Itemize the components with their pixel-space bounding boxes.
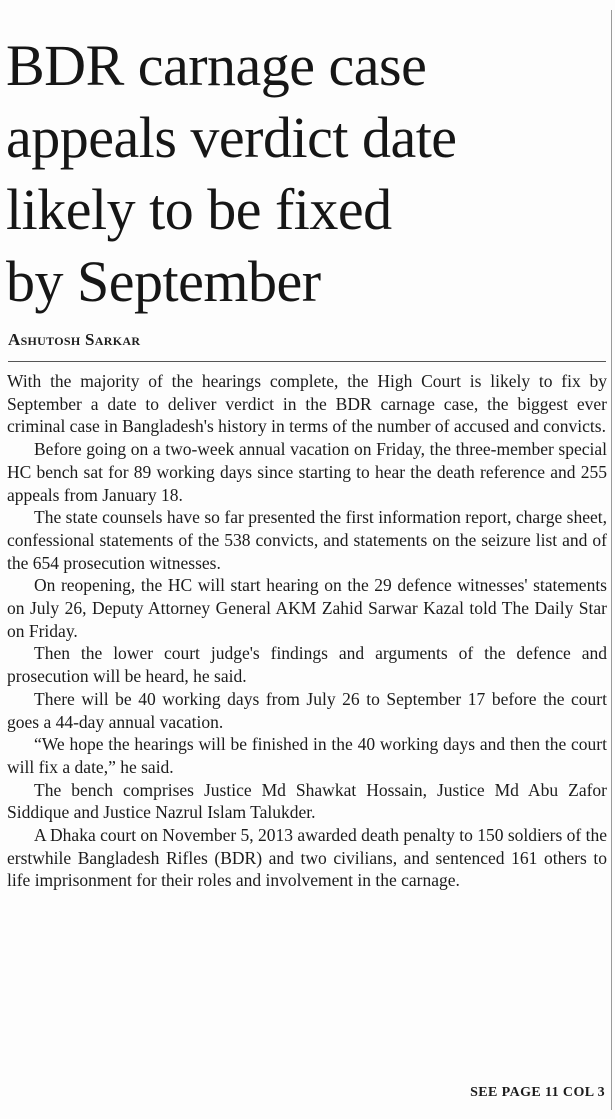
article-body bbox=[7, 370, 607, 892]
paragraph: “We hope the hearings will be finished in the 40 working days and then the court will fix a date,” he said. bbox=[7, 734, 607, 777]
paragraph: Before going on a two-week annual vacation on Friday, the three-member special HC bench sat for 89 working days since starting to hear the death reference and 255 appeals from January 18. bbox=[7, 439, 607, 505]
paragraph: A Dhaka court on November 5, 2013 awarded death penalty to 150 soldiers of the erstwhile Bangladesh Rifles (BDR) and two civilians, and sentenced 161 others to life imprisonment for their roles and involvement in the carnage. bbox=[7, 825, 607, 891]
headline bbox=[6, 30, 606, 318]
column-rule bbox=[611, 10, 612, 1110]
paragraph: On reopening, the HC will start hearing on the 29 defence witnesses' statements on July 26, Deputy Attorney General AKM Zahid Sarwar Kazal told The Daily Star on Friday. bbox=[7, 575, 607, 641]
paragraph: The state counsels have so far presented the first information report, charge sheet, confessional statements of the 538 convicts, and statements on the seizure list and of the 654 prosecution witnesses. bbox=[7, 507, 607, 573]
paragraph: The bench comprises Justice Md Shawkat Hossain, Justice Md Abu Zafor Siddique and Justice Nazrul Islam Talukder. bbox=[7, 779, 607, 823]
continuation-note: SEE PAGE 11 COL 3 bbox=[470, 1085, 605, 1100]
paragraph: Then the lower court judge's findings and arguments of the defence and prosecution will be heard, he said. bbox=[7, 643, 607, 687]
headline-line: by September bbox=[6, 249, 321, 314]
headline-line: BDR carnage case bbox=[6, 33, 427, 98]
headline-line: appeals verdict date bbox=[6, 105, 457, 170]
paragraph: There will be 40 working days from July 26 to September 17 before the court goes a 44-day annual vacation. bbox=[7, 688, 607, 732]
byline: Ashutosh Sarkar bbox=[8, 330, 141, 349]
paragraph: With the majority of the hearings complete, the High Court is likely to fix by September a date to deliver verdict in the BDR carnage case, the biggest ever criminal case in Bangladesh's history in terms of the number of accused and convicts. bbox=[7, 371, 607, 437]
headline-line: likely to be fixed bbox=[6, 177, 392, 242]
byline-divider bbox=[8, 361, 606, 362]
